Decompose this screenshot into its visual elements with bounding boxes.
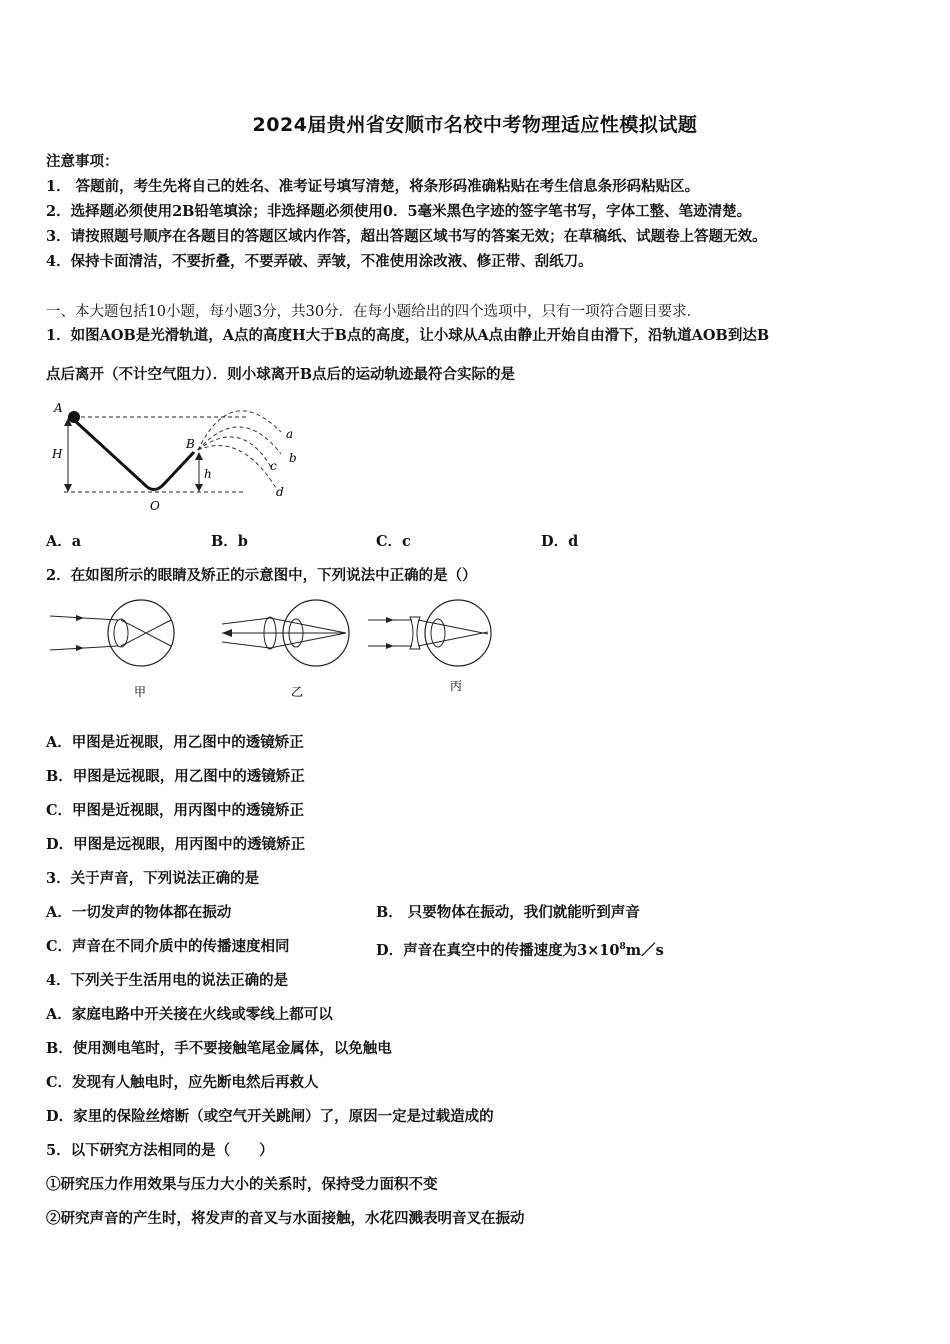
trajectory-b bbox=[198, 427, 281, 454]
eye-yi bbox=[222, 600, 349, 699]
label-jia: 甲 bbox=[134, 685, 147, 699]
ball bbox=[68, 411, 80, 423]
q3-stem: 3．关于声音，下列说法正确的是 bbox=[46, 870, 260, 887]
label-d: d bbox=[276, 485, 284, 499]
label-c: c bbox=[270, 459, 277, 473]
q2-option-a: A．甲图是近视眼，用乙图中的透镜矫正 bbox=[46, 734, 304, 751]
q5-stem: 5．以下研究方法相同的是（ ） bbox=[46, 1142, 274, 1159]
section-1-heading: 一、本大题包括10小题，每小题3分，共30分．在每小题给出的四个选项中，只有一项符合题目要求． bbox=[46, 304, 702, 320]
label-b: b bbox=[289, 451, 297, 465]
q3-option-d bbox=[376, 937, 664, 961]
q2-stem: 2．在如图所示的眼睛及矫正的示意图中，下列说法中正确的是（） bbox=[46, 567, 477, 584]
notice-heading: 注意事项： bbox=[46, 153, 119, 170]
track-AOB bbox=[74, 420, 194, 490]
label-yi: 乙 bbox=[291, 685, 304, 699]
q2-eye-figure bbox=[46, 598, 506, 703]
q4-option-a: A．家庭电路中开关接在火线或零线上都可以 bbox=[46, 1006, 333, 1023]
q3-option-a: A．一切发声的物体都在振动 bbox=[46, 904, 232, 921]
q2-option-b: B．甲图是远视眼，用乙图中的透镜矫正 bbox=[46, 768, 305, 785]
eye-bing bbox=[368, 600, 491, 693]
page-title: 2024届贵州省安顺市名校中考物理适应性模拟试题 bbox=[252, 114, 698, 136]
q2-option-c: C．甲图是近视眼，用丙图中的透镜矫正 bbox=[46, 802, 305, 819]
q3-option-d-text: D．声音在真空中的传播速度为3×10 bbox=[376, 941, 620, 959]
trajectory-c bbox=[198, 437, 271, 467]
q4-option-b: B．使用测电笔时，手不要接触笔尾金属体，以免触电 bbox=[46, 1040, 392, 1057]
label-O: O bbox=[150, 499, 160, 513]
q4-stem: 4．下列关于生活用电的说法正确的是 bbox=[46, 972, 289, 989]
notice-item-2: 2．选择题必须使用2B铅笔填涂；非选择题必须使用0．5毫米黑色字迹的签字笔书写，字体工整、笔迹清楚。 bbox=[46, 203, 752, 220]
q1-option-d: D．d bbox=[541, 533, 579, 550]
label-a: a bbox=[286, 427, 294, 441]
eye-jia bbox=[50, 600, 174, 699]
notice-item-1: 1． 答题前，考生先将自己的姓名、准考证号填写清楚，将条形码准确粘贴在考生信息条形码粘贴区。 bbox=[46, 178, 700, 195]
q1-option-c: C．c bbox=[376, 533, 411, 550]
q5-item-2: ②研究声音的产生时，将发声的音叉与水面接触，水花四溅表明音叉在振动 bbox=[46, 1210, 525, 1227]
label-h: h bbox=[204, 467, 212, 481]
q1-stem-line2: 点后离开（不计空气阻力）．则小球离开B点后的运动轨迹最符合实际的是 bbox=[46, 366, 516, 383]
q4-option-d: D．家里的保险丝熔断（或空气开关跳闸）了，原因一定是过载造成的 bbox=[46, 1108, 494, 1125]
q1-track-figure bbox=[46, 392, 316, 517]
q1-option-b: B．b bbox=[211, 533, 248, 550]
q2-option-d: D．甲图是远视眼，用丙图中的透镜矫正 bbox=[46, 836, 306, 853]
label-H: H bbox=[52, 447, 63, 461]
q5-item-1: ①研究压力作用效果与压力大小的关系时，保持受力面积不变 bbox=[46, 1176, 438, 1193]
q1-option-a: A．a bbox=[46, 533, 82, 550]
q3-option-b: B． 只要物体在振动，我们就能听到声音 bbox=[376, 904, 640, 921]
q3-option-d-exponent: 8 bbox=[619, 942, 626, 952]
q4-option-c: C．发现有人触电时，应先断电然后再救人 bbox=[46, 1074, 319, 1091]
notice-item-4: 4．保持卡面清洁，不要折叠，不要弄破、弄皱，不准使用涂改液、修正带、刮纸刀。 bbox=[46, 253, 593, 270]
label-bing: 丙 bbox=[450, 679, 463, 693]
notice-item-3: 3．请按照题号顺序在各题目的答题区域内作答，超出答题区域书写的答案无效；在草稿纸、试题卷上答题无效。 bbox=[46, 228, 767, 245]
label-A: A bbox=[54, 401, 63, 415]
label-B: B bbox=[186, 437, 195, 451]
q1-stem-line1: 1．如图AOB是光滑轨道，A点的高度H大于B点的高度，让小球从A点由静止开始自由滑下，沿轨道AOB到达B bbox=[46, 327, 770, 344]
q3-option-d-unit: m／s bbox=[625, 941, 664, 959]
q3-option-c: C．声音在不同介质中的传播速度相同 bbox=[46, 938, 290, 955]
